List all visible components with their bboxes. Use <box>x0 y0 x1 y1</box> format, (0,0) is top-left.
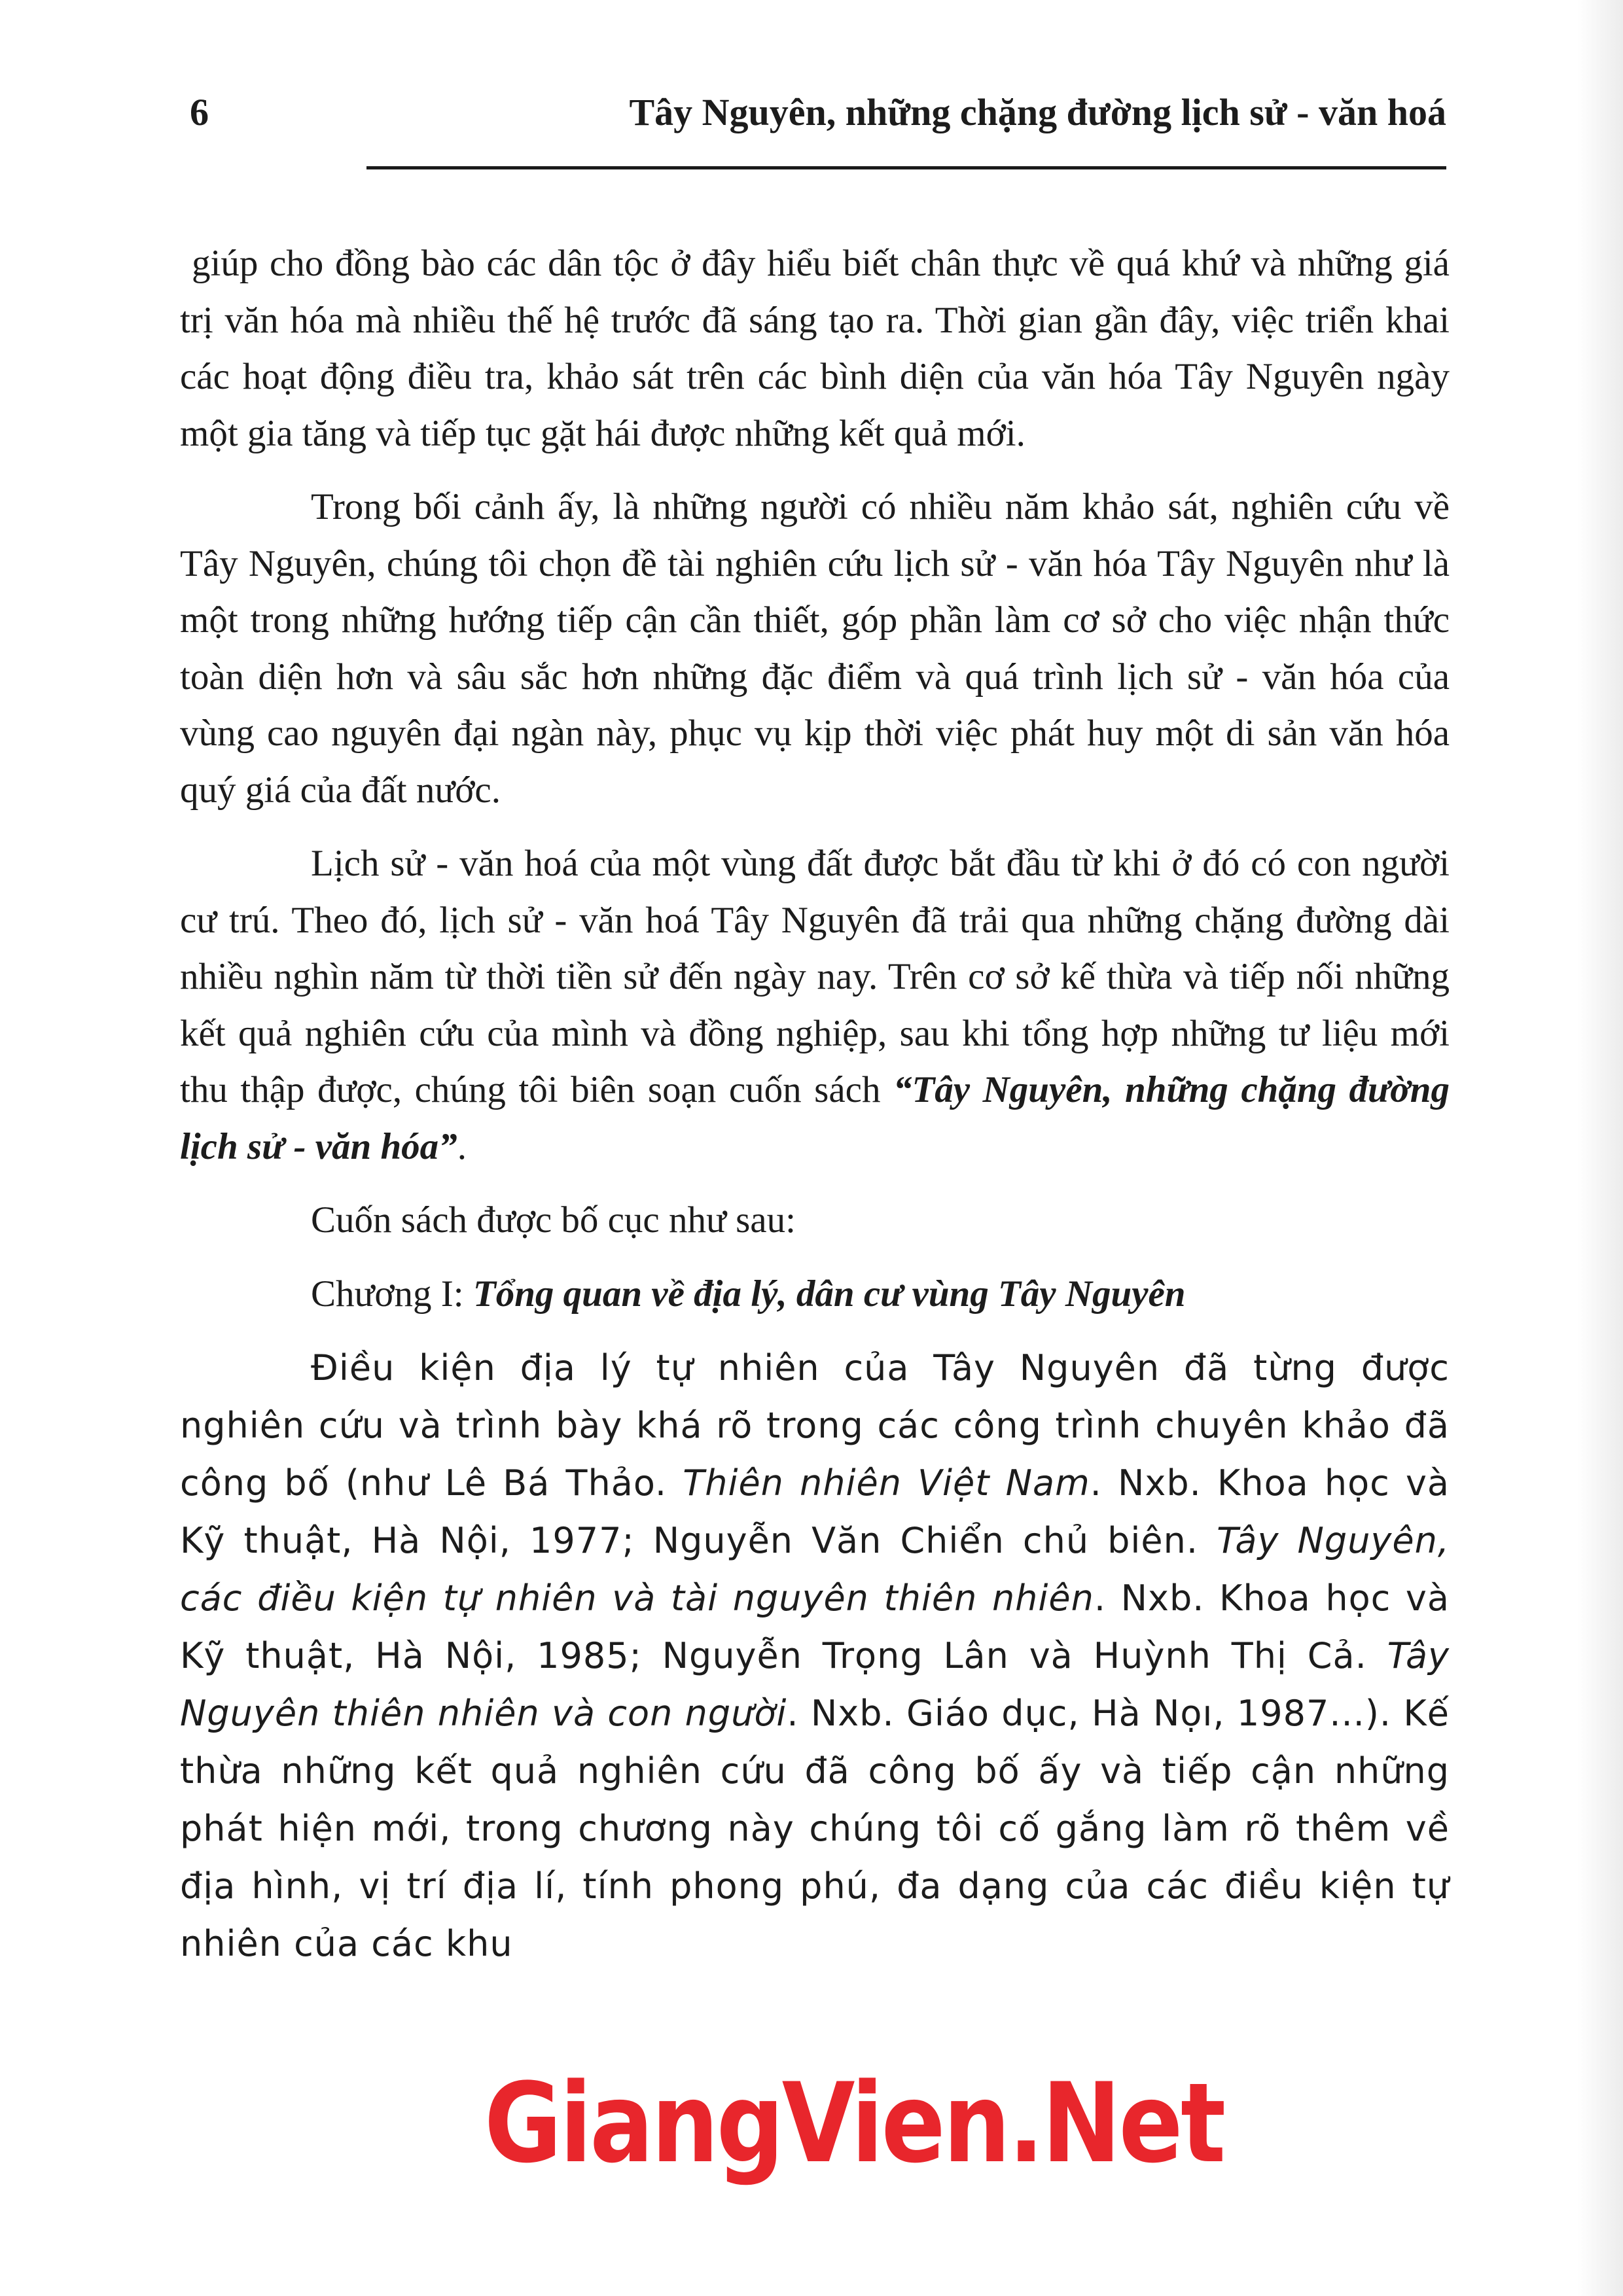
paragraph-2: Trong bối cảnh ấy, là những người có nhiều năm khảo sát, nghiên cứu về Tây Nguyên, chúng tôi chọn đề tài nghiên cứu lịch sử - văn hóa Tây Nguyên như là một trong những hướng tiếp cận cần thiết, góp phần làm cơ sở cho việc nhận thức toàn diện hơn và sâu sắc hơn những đặc điểm và quá trình lịch sử - văn hóa của vùng cao nguyên đại ngàn này, phục vụ kịp thời việc phát huy một di sản văn hóa quý giá của đất nước. <box>180 486 1450 811</box>
paragraph-6-e: . Nxb. Khoa học và Kỹ thuật, Hà Nội, 1985; Nguyễn Trọng Lân và Huỳnh Thị Cả. <box>180 1578 1450 1676</box>
watermark-logo: GiangVien.Net <box>484 2059 1224 2187</box>
running-header <box>190 90 1446 143</box>
paragraph-4: Cuốn sách được bố cục như sau: <box>311 1199 796 1241</box>
header-rule <box>366 166 1446 169</box>
paragraph-3-text: Lịch sử - văn hoá của một vùng đất được bắt đầu từ khi ở đó có con người cư trú. Theo đó, lịch sử - văn hoá Tây Nguyên đã trải qua những chặng đường dài nhiều nghìn năm từ thời tiền sử đến ngày nay. Trên cơ sở kế thừa và tiếp nối những kết quả nghiên cứu của mình và đồng nghiệp, sau khi tổng hợp những tư liệu mới thu thập được, chúng tôi biên soạn cuốn sách <box>180 843 1450 1110</box>
paragraph-6 <box>180 1339 1450 1973</box>
paragraph-6-a: Điều kiện địa lý tự nhiên của Tây Nguyên đã từng được nghiên cứu và trình bày khá rõ trong các công trình chuyên khảo đã công bố (như Lê Bá Thảo. <box>180 1347 1450 1504</box>
cited-work-2: Tây Nguyên, các điều kiện tự nhiên và tài nguyên thiên nhiên <box>180 1520 1450 1619</box>
book-title: “Tây Nguyên, những chặng đường lịch sử - văn hóa” <box>180 1069 1450 1167</box>
cited-work-1: Thiên nhiên Việt Nam <box>683 1462 1090 1504</box>
paragraph-3-end: . <box>457 1125 467 1167</box>
paragraph-1: giúp cho đồng bào các dân tộc ở đây hiểu biết chân thực về quá khứ và những giá trị văn hóa mà nhiều thế hệ trước đã sáng tạo ra. Thời gian gần đây, việc triển khai các hoạt động điều tra, khảo sát trên các bình diện của văn hóa Tây Nguyên ngày một gia tăng và tiếp tục gặt hái được những kết quả mới. <box>180 243 1450 454</box>
paragraph-3 <box>180 836 1450 1175</box>
running-title: Tây Nguyên, những chặng đường lịch sử - văn hoá <box>629 91 1446 133</box>
cited-work-3: Tây Nguyên thiên nhiên và con người <box>180 1635 1450 1734</box>
paragraph-6-c: . Nxb. Khoa học và Kỹ thuật, Hà Nội, 1977; Nguyễn Văn Chiển chủ biên. <box>180 1462 1450 1561</box>
page-number: 6 <box>190 91 209 133</box>
page-body <box>180 236 1450 1990</box>
chapter-title: Tổng quan về địa lý, dân cư vùng Tây Nguyên <box>473 1273 1186 1315</box>
chapter-1-heading <box>180 1266 1450 1323</box>
paragraph-6-g: . Nxb. Giáo dục, Hà Nọı, 1987...). Kế thừa những kết quả nghiên cứu đã công bố ấy và tiếp cận những phát hiện mới, trong chương này chúng tôi cố gắng làm rõ thêm về địa hình, vị trí địa lí, tính phong phú, đa dạng của các điều kiện tự nhiên của các khu <box>180 1693 1450 1964</box>
chapter-label: Chương I: <box>311 1273 473 1315</box>
page-edge-shadow <box>1577 0 1623 2296</box>
